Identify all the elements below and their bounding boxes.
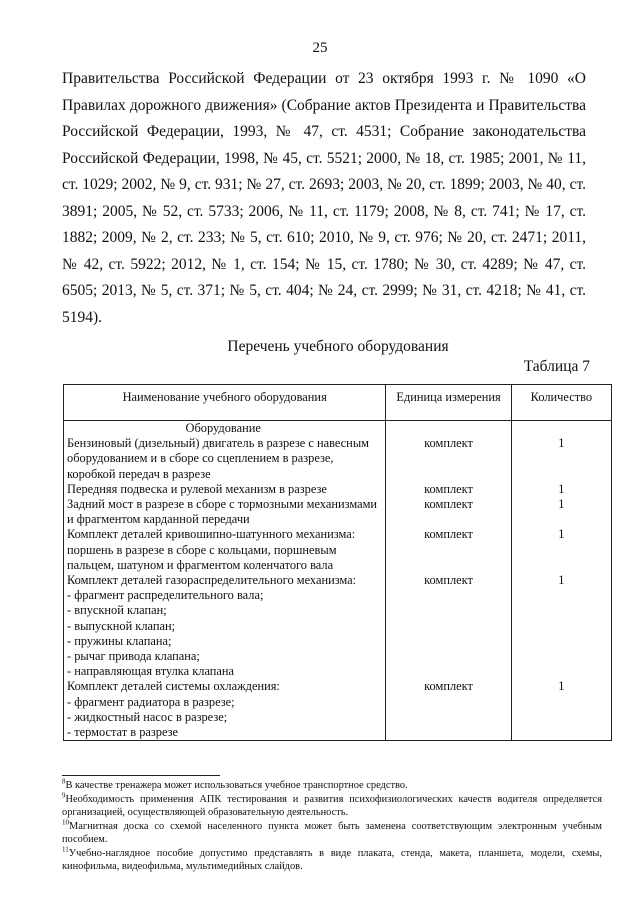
equipment-quantity: 1: [511, 497, 611, 527]
equipment-name: [64, 679, 386, 740]
footnote-mark: 8: [62, 777, 66, 786]
footnote-text: Учебно-наглядное пособие допустимо представлять в виде плаката, стенда, макета, планшета, модели, схемы, кинофильма, видеофильма, мультимедийных слайдов.: [62, 848, 602, 872]
table-label: Таблица 7: [523, 358, 590, 375]
equipment-name-text: Задний мост в разрезе в сборе с тормозными механизмами и фрагментом карданной передачи: [67, 497, 378, 527]
equipment-subitem: - пружины клапана;: [67, 633, 172, 648]
table-row: [64, 679, 612, 740]
table-header-row: [64, 385, 612, 421]
section-qty-cell: [511, 421, 611, 437]
equipment-subitem: - рычаг привода клапана;: [67, 649, 200, 664]
table-row: [64, 573, 612, 679]
equipment-name-text: Комплект деталей системы охлаждения:: [67, 679, 280, 694]
footnote: [62, 820, 602, 846]
header-name: Наименование учебного оборудования: [64, 385, 386, 421]
equipment-subitem: - фрагмент распределительного вала;: [67, 588, 264, 603]
footnote-text: В качестве тренажера может использоваться учебное транспортное средство.: [65, 780, 408, 791]
equipment-name-text: Передняя подвеска и рулевой механизм в разрезе: [67, 481, 327, 496]
equipment-name: [64, 497, 386, 527]
equipment-unit: комплект: [386, 679, 511, 740]
equipment-name: [64, 436, 386, 482]
equipment-quantity: 1: [511, 436, 611, 482]
footnote-text: Необходимость применения АПК тестирования и развития психофизиологических качеств водителя определяется организацией, осуществляющей образовательную деятельность.: [62, 794, 602, 818]
equipment-subitem: - выпускной клапан;: [67, 618, 176, 633]
header-quantity: Количество: [511, 385, 611, 421]
table-row: [64, 436, 612, 482]
footnote-mark: 9: [62, 791, 66, 800]
table-row: [64, 497, 612, 527]
equipment-name: [64, 573, 386, 679]
equipment-subitem: - впускной клапан;: [67, 603, 167, 618]
footnote-mark: 10: [62, 818, 69, 827]
footnote: [62, 793, 602, 819]
equipment-name-text: Бензиновый (дизельный) двигатель в разрезе с навесным оборудованием и в сборе со сцеплением в разрезе, коробкой передач в разрезе: [67, 436, 369, 481]
table-row: [64, 527, 612, 573]
footnote-rule: [62, 775, 220, 776]
equipment-subitem: - жидкостный насос в разрезе;: [67, 709, 228, 724]
equipment-name: [64, 482, 386, 497]
section-title: Оборудование: [64, 421, 386, 437]
equipment-subitem: - термостат в разрезе: [67, 725, 179, 740]
equipment-unit: комплект: [386, 527, 511, 573]
footnote: [62, 779, 602, 792]
equipment-unit: комплект: [386, 436, 511, 482]
equipment-subitem: - фрагмент радиатора в разрезе;: [67, 694, 235, 709]
equipment-quantity: 1: [511, 679, 611, 740]
equipment-unit: комплект: [386, 573, 511, 679]
equipment-name-text: Комплект деталей газораспределительного механизма:: [67, 573, 357, 588]
header-unit: Единица измерения: [386, 385, 511, 421]
footnote-text: Магнитная доска со схемой населенного пункта может быть заменена соответствующим электронным учебным пособием.: [62, 821, 602, 845]
equipment-table: [63, 384, 612, 741]
section-row: [64, 421, 612, 437]
page-number: 25: [312, 40, 328, 56]
equipment-name: [64, 527, 386, 573]
intro-paragraph: Правительства Российской Федерации от 23 октября 1993 г. № 1090 «О Правилах дорожного движения» (Собрание актов Президента и Правительства Российской Федерации, 1993, № 47, ст. 4531; Собрание законодательства Российской Федерации, 1998, № 45, ст. 5521; 2000, № 18, ст. 1985; 2001, № 11, ст. 1029; 2002, № 9, ст. 931; № 27, ст. 2693; 2003, № 20, ст. 1899; 2003, № 40, ст. 3891; 2005, № 52, ст. 5733; 2006, № 11, ст. 1179; 2008, № 8, ст. 741; № 17, ст. 1882; 2009, № 2, ст. 233; № 5, ст. 610; 2010, № 9, ст. 976; № 20, ст. 2471; 2011, № 42, ст. 5922; 2012, № 1, ст. 154; № 15, ст. 1780; № 30, ст. 4289; № 47, ст. 6505; 2013, № 5, ст. 371; № 5, ст. 404; № 24, ст. 2999; № 31, ст. 4218; № 41, ст. 5194).: [62, 70, 586, 326]
equipment-quantity: 1: [511, 573, 611, 679]
footnote: [62, 847, 602, 873]
equipment-quantity: 1: [511, 527, 611, 573]
footnote-mark: 11: [62, 845, 69, 854]
equipment-unit: комплект: [386, 482, 511, 497]
section-unit-cell: [386, 421, 511, 437]
table-row: [64, 482, 612, 497]
equipment-subitem: - направляющая втулка клапана: [67, 664, 235, 679]
equipment-quantity: 1: [511, 482, 611, 497]
equipment-unit: комплект: [386, 497, 511, 527]
footnotes: [62, 779, 602, 874]
list-title: Перечень учебного оборудования: [227, 338, 449, 355]
equipment-name-text: Комплект деталей кривошипно-шатунного механизма: поршень в разрезе в сборе с кольцами, поршневым пальцем, шатуном и фрагментом коленчатого вала: [67, 527, 356, 572]
